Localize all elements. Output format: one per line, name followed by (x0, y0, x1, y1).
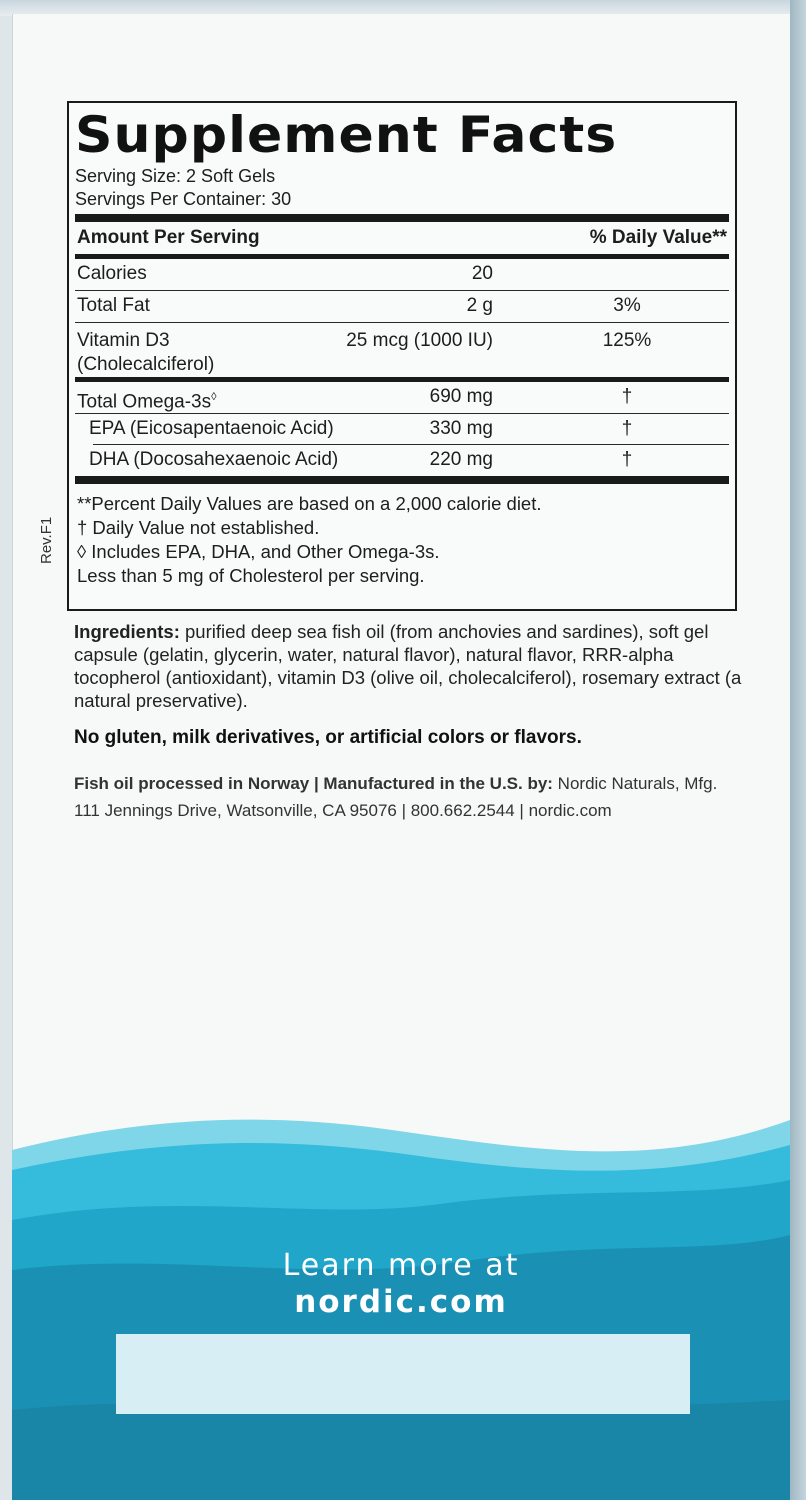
lot-code-box (116, 1334, 690, 1414)
nutrient-dv: 125% (602, 330, 652, 351)
nutrient-dv: 3% (613, 295, 641, 316)
footnote: ◊ Includes EPA, DHA, and Other Omega-3s. (77, 541, 440, 562)
nutrient-name (77, 329, 214, 377)
facts-row-total-omega3 (75, 382, 729, 414)
manufacturer-address: 111 Jennings Drive, Watsonville, CA 95076 | 800.662.2544 | nordic.com (74, 801, 612, 820)
revision-code: Rev.F1 (38, 516, 55, 564)
facts-row-epa (75, 414, 729, 445)
nutrient-name: Total Fat (77, 295, 150, 316)
facts-row-dha (75, 445, 729, 476)
nutrient-name: Calories (77, 263, 147, 284)
facts-row-vitamin-d3 (75, 323, 729, 377)
nutrient-amount: 20 (471, 263, 493, 284)
footnote: † Daily Value not established. (77, 517, 320, 538)
diamond-footnote-mark: ◊ (211, 391, 217, 403)
amount-per-serving-label: Amount Per Serving (77, 227, 260, 248)
footnote: Less than 5 mg of Cholesterol per serving. (77, 565, 425, 586)
nutrient-name-line2: (Cholecalciferol) (77, 354, 215, 375)
supplement-facts-panel (67, 101, 737, 611)
nutrient-name: Total Omega-3s◊ (77, 391, 217, 413)
nutrient-dv: † (621, 418, 633, 439)
divider-thick (75, 476, 729, 484)
facts-header-row (75, 222, 729, 254)
ingredients-text: purified deep sea fish oil (from anchovies and sardines), soft gel capsule (gelatin, glycerin, water, natural flavor), natural flavor, RRR-alpha tocopherol (antioxidant), vitamin D3 (olive oil, cholecalciferol), rosemary extract (a natural preservative). (74, 621, 742, 711)
nutrient-dv: † (621, 386, 633, 407)
servings-per-container: Servings Per Container: 30 (75, 189, 292, 209)
nutrient-amount: 330 mg (429, 418, 493, 439)
facts-footnotes (75, 492, 729, 588)
nutrient-amount: 690 mg (429, 386, 493, 407)
nutrient-amount: 25 mcg (1000 IU) (346, 330, 493, 351)
ingredients-paragraph (74, 620, 754, 712)
facts-row-calories (75, 259, 729, 291)
nutrient-name-line1: Vitamin D3 (77, 330, 170, 351)
allergen-statement: No gluten, milk derivatives, or artificial colors or flavors. (74, 727, 582, 748)
ingredients-label: Ingredients: (74, 621, 180, 642)
website-url: nordic.com (294, 1284, 508, 1320)
divider-thick (75, 214, 729, 222)
wave-deep (12, 1400, 790, 1500)
nutrient-name: EPA (Eicosapentaenoic Acid) (89, 418, 334, 439)
serving-size: Serving Size: 2 Soft Gels (75, 166, 276, 186)
nutrient-amount: 2 g (466, 295, 493, 316)
daily-value-label: % Daily Value** (589, 227, 727, 248)
manufacturer-info (74, 770, 717, 824)
nutrient-name: DHA (Docosahexaenoic Acid) (89, 449, 339, 470)
manufacturer-line1-bold: Fish oil processed in Norway | Manufactured in the U.S. by: (74, 774, 553, 793)
facts-row-total-fat (75, 291, 729, 323)
nutrient-dv: † (621, 449, 633, 470)
facts-title: Supplement Facts (75, 106, 618, 164)
box-right-edge (790, 0, 806, 1500)
nutrient-amount: 220 mg (429, 449, 493, 470)
manufacturer-line1-rest: Nordic Naturals, Mfg. (552, 774, 718, 793)
footnote: **Percent Daily Values are based on a 2,000 calorie diet. (77, 493, 542, 514)
learn-more-text: Learn more at (282, 1248, 520, 1283)
